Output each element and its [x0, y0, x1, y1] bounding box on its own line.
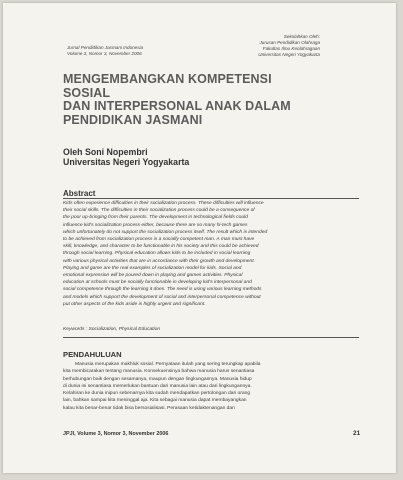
abstract-line: which unfortunately do not support the socialization process itself. The result which is intended — [63, 229, 268, 235]
affiliation-line: Jurusan Pendidikan Olahraga — [259, 40, 320, 45]
section-heading: PENDAHULUAN — [63, 350, 122, 359]
abstract-line: emotional expression will be poured down in playing and games activities. Physical — [63, 273, 243, 279]
abstract-line: influence kid's socialization process either, because there are so many hi-tech games — [63, 222, 248, 228]
body-line: kalau kita benar-benar tidak bisa bersosialisasi. Perasaan ketidaktenangan dan — [63, 405, 235, 411]
abstract-line: to be achieved from socialization process is a socially competent man. A man must have — [63, 237, 255, 243]
abstract-top-rule — [63, 198, 359, 199]
abstract-line: with various physical activities that are in accordance with their growth and development. — [63, 258, 255, 264]
affiliation-header — [258, 34, 320, 58]
abstract-line: social competence through the learning it does. The need is using various learning methods — [63, 287, 262, 293]
keywords: Keywords : Socialization, Physical Education — [63, 327, 161, 332]
body-line: lain, bahkan sampai kita meninggal aja. Kita sebagai manusia dapat membayangkan — [63, 398, 247, 404]
affiliation-line: Sekolahkan Oleh: — [283, 34, 320, 39]
abstract-line: and models which support the development of social and interpersonal competence without — [63, 294, 261, 300]
abstract-body — [63, 200, 359, 308]
author-block — [63, 147, 189, 167]
title-line: DAN INTERPERSONAL ANAK DALAM — [63, 99, 291, 113]
body-line-text: Manusia merupakan makhluk sosial. Pernyataan itulah yang sering terungkap apabila — [75, 362, 261, 367]
body-line: Kelahiran ke dunia inipun sebenarnya kita sudah mendapatkan pertolongan dari orang — [63, 391, 251, 397]
section-body — [63, 361, 359, 412]
abstract-line: Playing and game are the real examples of socialization model for kids. Social and — [63, 265, 242, 271]
journal-name: Jurnal Pendidikan Jasmani Indonesia — [67, 45, 144, 50]
journal-volume: Volume 3, Nomor 3, November 2006 — [67, 51, 142, 56]
abstract-line: their social skills. The difficulties in their socialization process could be a consequence of — [63, 208, 255, 214]
body-line: kita membicarakan tentang manusia. Konsekuensinya bahwa manusia harus senantiasa — [63, 369, 255, 375]
abstract-line: the poor up-bringing from their parents. The development in technological fields could — [63, 215, 248, 221]
journal-header — [67, 45, 143, 57]
abstract-bottom-rule — [63, 337, 359, 338]
body-line: berhubungan baik dengan sesamanya, maupun dengan lingkungannya. Manusia hidup — [63, 376, 252, 382]
body-line: di dunia ini senantiasa memerlukan bantuan dari manusia lain atau dari lingkungannya. — [63, 383, 252, 389]
body-line — [63, 361, 359, 368]
title-line: MENGEMBANGKAN KOMPETENSI SOSIAL — [63, 72, 272, 100]
page-number: 21 — [353, 430, 361, 437]
abstract-line: Kids often experience difficulties in their socialization process. These difficulties will influence — [63, 201, 264, 206]
abstract-line: education at schools must be socially functionable in developing kid's interpersonal and — [63, 280, 252, 286]
paper-page — [3, 3, 396, 473]
abstract-line: through social learning. Physical education allows kids to be included in social learning — [63, 251, 251, 257]
author-institution: Universitas Negeri Yogyakarta — [63, 157, 190, 167]
author-name: Oleh Soni Nopembri — [63, 147, 148, 157]
abstract-line: put other aspects of the kids aside is highly urgent and significant. — [63, 301, 206, 307]
abstract-heading: Abstract — [63, 189, 96, 198]
abstract-line: skill, knowledge, and character to be functionable in his society and this could be achieved — [63, 244, 259, 250]
paper-title — [63, 73, 303, 127]
title-line: PENDIDIKAN JASMANI — [63, 112, 203, 127]
footer-journal: JPJI, Volume 3, Nomor 3, November 2006 — [63, 431, 169, 437]
affiliation-line: Universitas Negeri Yogyakarta — [258, 52, 320, 57]
affiliation-line: Fakultas Ilmu Keolahragaan — [262, 46, 320, 51]
